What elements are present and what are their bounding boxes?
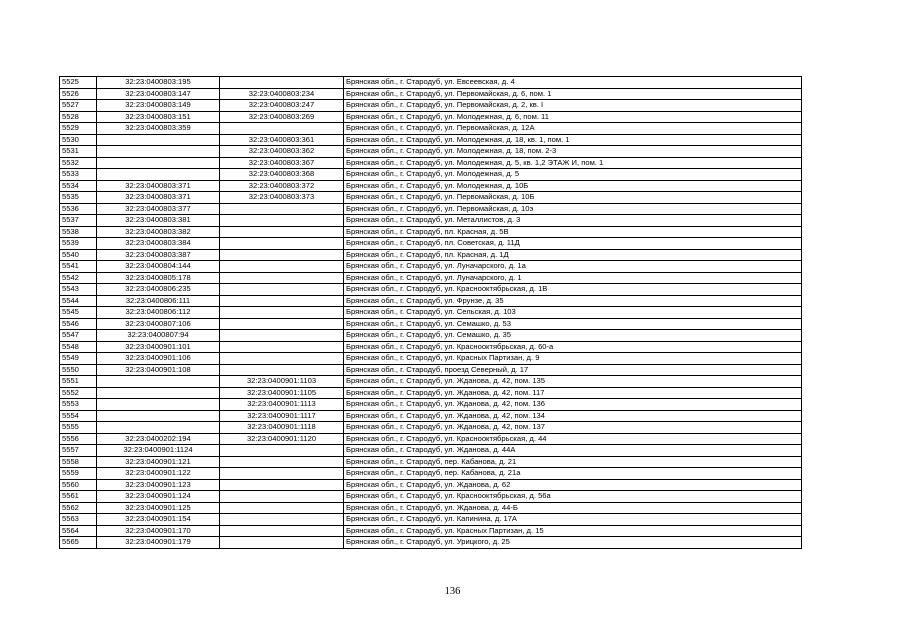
cadastral-number-cell: 32:23:0400901:124 — [97, 491, 220, 503]
row-number-cell: 5558 — [60, 456, 97, 468]
cadastral-number-cell — [97, 157, 220, 169]
row-number-cell: 5545 — [60, 307, 97, 319]
address-cell: Брянская обл., г. Стародуб, ул. Капинина, д. 17А — [344, 514, 802, 526]
address-cell: Брянская обл., г. Стародуб, пл. Советская, д. 11Д — [344, 238, 802, 250]
table-row — [60, 146, 802, 158]
parent-cadastral-number-cell: 32:23:0400901:1113 — [220, 399, 344, 411]
row-number-cell: 5542 — [60, 272, 97, 284]
row-number-cell: 5531 — [60, 146, 97, 158]
row-number-cell: 5535 — [60, 192, 97, 204]
row-number-cell: 5563 — [60, 514, 97, 526]
parent-cadastral-number-cell — [220, 502, 344, 514]
table-row — [60, 445, 802, 457]
table-row — [60, 525, 802, 537]
table-row — [60, 433, 802, 445]
row-number-cell: 5537 — [60, 215, 97, 227]
parent-cadastral-number-cell — [220, 330, 344, 342]
table-row — [60, 399, 802, 411]
table-row — [60, 180, 802, 192]
cadastral-number-cell — [97, 376, 220, 388]
address-cell: Брянская обл., г. Стародуб, ул. Первомайская, д. 10э — [344, 203, 802, 215]
address-cell: Брянская обл., г. Стародуб, ул. Молодежная, д. 18, пом. 2-3 — [344, 146, 802, 158]
parent-cadastral-number-cell — [220, 295, 344, 307]
cadastral-number-cell: 32:23:0400803:371 — [97, 192, 220, 204]
table-row — [60, 123, 802, 135]
address-cell: Брянская обл., г. Стародуб, ул. Молодежная, д. 5 — [344, 169, 802, 181]
address-cell: Брянская обл., г. Стародуб, ул. Молодежная, д. 5, кв. 1,2 ЭТАЖ И, пом. 1 — [344, 157, 802, 169]
table-row — [60, 203, 802, 215]
row-number-cell: 5561 — [60, 491, 97, 503]
parent-cadastral-number-cell: 32:23:0400803:269 — [220, 111, 344, 123]
parent-cadastral-number-cell: 32:23:0400803:362 — [220, 146, 344, 158]
row-number-cell: 5546 — [60, 318, 97, 330]
address-cell: Брянская обл., г. Стародуб, пер. Кабанова, д. 21а — [344, 468, 802, 480]
address-cell: Брянская обл., г. Стародуб, ул. Молодежная, д. 18, кв. 1, пом. 1 — [344, 134, 802, 146]
row-number-cell: 5529 — [60, 123, 97, 135]
cadastral-number-cell: 32:23:0400901:123 — [97, 479, 220, 491]
table-row — [60, 88, 802, 100]
parent-cadastral-number-cell — [220, 272, 344, 284]
table-row — [60, 364, 802, 376]
table-row — [60, 77, 802, 89]
cadastral-number-cell: 32:23:0400202:194 — [97, 433, 220, 445]
cadastral-number-cell: 32:23:0400803:382 — [97, 226, 220, 238]
parent-cadastral-number-cell — [220, 479, 344, 491]
cadastral-number-cell — [97, 410, 220, 422]
address-cell: Брянская обл., г. Стародуб, проезд Северный, д. 17 — [344, 364, 802, 376]
table-row — [60, 134, 802, 146]
parent-cadastral-number-cell — [220, 514, 344, 526]
parent-cadastral-number-cell — [220, 307, 344, 319]
row-number-cell: 5554 — [60, 410, 97, 422]
row-number-cell: 5533 — [60, 169, 97, 181]
parent-cadastral-number-cell: 32:23:0400901:1117 — [220, 410, 344, 422]
address-cell: Брянская обл., г. Стародуб, ул. Жданова, д. 42, пом. 137 — [344, 422, 802, 434]
address-cell: Брянская обл., г. Стародуб, ул. Первомайская, д. 6, пом. 1 — [344, 88, 802, 100]
cadastral-number-cell: 32:23:0400901:125 — [97, 502, 220, 514]
cadastral-number-cell: 32:23:0400806:112 — [97, 307, 220, 319]
table-row — [60, 502, 802, 514]
parent-cadastral-number-cell: 32:23:0400901:1105 — [220, 387, 344, 399]
parent-cadastral-number-cell — [220, 123, 344, 135]
cadastral-number-cell — [97, 146, 220, 158]
address-cell: Брянская обл., г. Стародуб, пл. Красная, д. 5В — [344, 226, 802, 238]
row-number-cell: 5536 — [60, 203, 97, 215]
parent-cadastral-number-cell: 32:23:0400803:247 — [220, 100, 344, 112]
address-cell: Брянская обл., г. Стародуб, пер. Кабанова, д. 21 — [344, 456, 802, 468]
address-cell: Брянская обл., г. Стародуб, ул. Урицкого, д. 25 — [344, 537, 802, 549]
address-cell: Брянская обл., г. Стародуб, ул. Жданова, д. 42, пом. 136 — [344, 399, 802, 411]
cadastral-number-cell: 32:23:0400901:108 — [97, 364, 220, 376]
table-row — [60, 341, 802, 353]
parent-cadastral-number-cell — [220, 249, 344, 261]
table-row — [60, 491, 802, 503]
table-row — [60, 295, 802, 307]
parent-cadastral-number-cell — [220, 341, 344, 353]
row-number-cell: 5544 — [60, 295, 97, 307]
row-number-cell: 5555 — [60, 422, 97, 434]
parent-cadastral-number-cell — [220, 238, 344, 250]
address-cell: Брянская обл., г. Стародуб, ул. Жданова, д. 44-Б — [344, 502, 802, 514]
table-row — [60, 272, 802, 284]
table-row — [60, 387, 802, 399]
address-cell: Брянская обл., г. Стародуб, ул. Молодежная, д. 6, пом. 11 — [344, 111, 802, 123]
parent-cadastral-number-cell — [220, 445, 344, 457]
cadastral-number-cell — [97, 134, 220, 146]
parent-cadastral-number-cell — [220, 77, 344, 89]
parent-cadastral-number-cell: 32:23:0400803:234 — [220, 88, 344, 100]
table-row — [60, 307, 802, 319]
cadastral-number-cell: 32:23:0400901:122 — [97, 468, 220, 480]
table-row — [60, 468, 802, 480]
cadastral-number-cell: 32:23:0400807:106 — [97, 318, 220, 330]
row-number-cell: 5565 — [60, 537, 97, 549]
address-cell: Брянская обл., г. Стародуб, ул. Первомайская, д. 10Б — [344, 192, 802, 204]
address-cell: Брянская обл., г. Стародуб, ул. Жданова, д. 62 — [344, 479, 802, 491]
cadastral-number-cell: 32:23:0400805:178 — [97, 272, 220, 284]
cadastral-number-cell: 32:23:0400803:371 — [97, 180, 220, 192]
cadastral-number-cell: 32:23:0400806:235 — [97, 284, 220, 296]
parent-cadastral-number-cell: 32:23:0400803:373 — [220, 192, 344, 204]
row-number-cell: 5527 — [60, 100, 97, 112]
cadastral-number-cell — [97, 399, 220, 411]
table-row — [60, 514, 802, 526]
address-cell: Брянская обл., г. Стародуб, ул. Первомайская, д. 2, кв. I — [344, 100, 802, 112]
address-cell: Брянская обл., г. Стародуб, ул. Семашко, д. 35 — [344, 330, 802, 342]
row-number-cell: 5556 — [60, 433, 97, 445]
table-row — [60, 261, 802, 273]
parent-cadastral-number-cell: 32:23:0400901:1118 — [220, 422, 344, 434]
parent-cadastral-number-cell — [220, 261, 344, 273]
table-row — [60, 456, 802, 468]
cadastral-number-cell: 32:23:0400807:94 — [97, 330, 220, 342]
row-number-cell: 5539 — [60, 238, 97, 250]
table-row — [60, 100, 802, 112]
parent-cadastral-number-cell — [220, 215, 344, 227]
cadastral-number-cell: 32:23:0400901:101 — [97, 341, 220, 353]
row-number-cell: 5541 — [60, 261, 97, 273]
cadastral-number-cell: 32:23:0400806:111 — [97, 295, 220, 307]
table-row — [60, 249, 802, 261]
address-cell: Брянская обл., г. Стародуб, ул. Краснооктябрьская, д. 56а — [344, 491, 802, 503]
table-row — [60, 238, 802, 250]
row-number-cell: 5557 — [60, 445, 97, 457]
row-number-cell: 5553 — [60, 399, 97, 411]
page-number: 136 — [444, 586, 461, 597]
cadastral-number-cell: 32:23:0400901:121 — [97, 456, 220, 468]
table-row — [60, 353, 802, 365]
cadastral-number-cell: 32:23:0400804:144 — [97, 261, 220, 273]
address-cell: Брянская обл., г. Стародуб, ул. Семашко, д. 53 — [344, 318, 802, 330]
parent-cadastral-number-cell — [220, 491, 344, 503]
row-number-cell: 5552 — [60, 387, 97, 399]
row-number-cell: 5548 — [60, 341, 97, 353]
parent-cadastral-number-cell — [220, 318, 344, 330]
row-number-cell: 5549 — [60, 353, 97, 365]
address-cell: Брянская обл., г. Стародуб, ул. Евсеевская, д. 4 — [344, 77, 802, 89]
cadastral-number-cell: 32:23:0400803:147 — [97, 88, 220, 100]
address-cell: Брянская обл., г. Стародуб, ул. Жданова, д. 42, пом. 117 — [344, 387, 802, 399]
row-number-cell: 5532 — [60, 157, 97, 169]
parent-cadastral-number-cell — [220, 364, 344, 376]
cadastral-number-cell: 32:23:0400901:170 — [97, 525, 220, 537]
row-number-cell: 5564 — [60, 525, 97, 537]
address-cell: Брянская обл., г. Стародуб, ул. Жданова, д. 44А — [344, 445, 802, 457]
address-cell: Брянская обл., г. Стародуб, ул. Жданова, д. 42, пом. 134 — [344, 410, 802, 422]
row-number-cell: 5543 — [60, 284, 97, 296]
table-row — [60, 169, 802, 181]
parent-cadastral-number-cell — [220, 456, 344, 468]
address-cell: Брянская обл., г. Стародуб, ул. Красных Партизан, д. 9 — [344, 353, 802, 365]
cadastral-number-cell — [97, 387, 220, 399]
parent-cadastral-number-cell: 32:23:0400901:1120 — [220, 433, 344, 445]
cadastral-number-cell — [97, 422, 220, 434]
cadastral-number-cell: 32:23:0400901:154 — [97, 514, 220, 526]
row-number-cell: 5547 — [60, 330, 97, 342]
table-row — [60, 330, 802, 342]
table-row — [60, 192, 802, 204]
cadastral-number-cell: 32:23:0400803:151 — [97, 111, 220, 123]
address-cell: Брянская обл., г. Стародуб, ул. Сельская, д. 103 — [344, 307, 802, 319]
address-cell: Брянская обл., г. Стародуб, ул. Первомайская, д. 12А — [344, 123, 802, 135]
address-cell: Брянская обл., г. Стародуб, ул. Луначарского, д. 1 — [344, 272, 802, 284]
parent-cadastral-number-cell — [220, 226, 344, 238]
address-cell: Брянская обл., г. Стародуб, ул. Фрунзе, д. 35 — [344, 295, 802, 307]
parent-cadastral-number-cell — [220, 537, 344, 549]
cadastral-number-cell: 32:23:0400803:387 — [97, 249, 220, 261]
table-row — [60, 111, 802, 123]
row-number-cell: 5534 — [60, 180, 97, 192]
row-number-cell: 5551 — [60, 376, 97, 388]
table-body — [60, 77, 802, 549]
address-cell: Брянская обл., г. Стародуб, ул. Краснооктябрьская, д. 44 — [344, 433, 802, 445]
table-row — [60, 422, 802, 434]
row-number-cell: 5530 — [60, 134, 97, 146]
row-number-cell: 5528 — [60, 111, 97, 123]
address-cell: Брянская обл., г. Стародуб, ул. Жданова, д. 42, пом. 135 — [344, 376, 802, 388]
cadastral-number-cell: 32:23:0400803:195 — [97, 77, 220, 89]
table-row — [60, 215, 802, 227]
row-number-cell: 5562 — [60, 502, 97, 514]
table-row — [60, 226, 802, 238]
address-cell: Брянская обл., г. Стародуб, ул. Красных Партизан, д. 15 — [344, 525, 802, 537]
parent-cadastral-number-cell: 32:23:0400803:368 — [220, 169, 344, 181]
cadastral-number-cell: 32:23:0400901:106 — [97, 353, 220, 365]
parent-cadastral-number-cell — [220, 525, 344, 537]
cadastral-number-cell: 32:23:0400803:149 — [97, 100, 220, 112]
row-number-cell: 5538 — [60, 226, 97, 238]
row-number-cell: 5559 — [60, 468, 97, 480]
table-row — [60, 376, 802, 388]
row-number-cell: 5540 — [60, 249, 97, 261]
row-number-cell: 5525 — [60, 77, 97, 89]
table-row — [60, 479, 802, 491]
cadastral-number-cell: 32:23:0400803:377 — [97, 203, 220, 215]
address-cell: Брянская обл., г. Стародуб, ул. Луначарского, д. 1а — [344, 261, 802, 273]
parent-cadastral-number-cell — [220, 203, 344, 215]
cadastral-number-cell — [97, 169, 220, 181]
row-number-cell: 5526 — [60, 88, 97, 100]
table-row — [60, 157, 802, 169]
cadastral-number-cell: 32:23:0400803:381 — [97, 215, 220, 227]
cadastral-number-cell: 32:23:0400901:179 — [97, 537, 220, 549]
table-row — [60, 284, 802, 296]
table-row — [60, 410, 802, 422]
parent-cadastral-number-cell — [220, 284, 344, 296]
table-row — [60, 537, 802, 549]
parent-cadastral-number-cell: 32:23:0400803:361 — [220, 134, 344, 146]
cadastral-number-cell: 32:23:0400803:359 — [97, 123, 220, 135]
parent-cadastral-number-cell — [220, 468, 344, 480]
property-registry-table — [59, 76, 802, 549]
address-cell: Брянская обл., г. Стародуб, ул. Металлистов, д. 3 — [344, 215, 802, 227]
cadastral-number-cell: 32:23:0400901:1124 — [97, 445, 220, 457]
address-cell: Брянская обл., г. Стародуб, ул. Молодежная, д. 10Б — [344, 180, 802, 192]
cadastral-number-cell: 32:23:0400803:384 — [97, 238, 220, 250]
address-cell: Брянская обл., г. Стародуб, ул. Краснооктябрьская, д. 60-а — [344, 341, 802, 353]
parent-cadastral-number-cell — [220, 353, 344, 365]
parent-cadastral-number-cell: 32:23:0400803:372 — [220, 180, 344, 192]
address-cell: Брянская обл., г. Стародуб, пл. Красная, д. 1Д — [344, 249, 802, 261]
parent-cadastral-number-cell: 32:23:0400803:367 — [220, 157, 344, 169]
address-cell: Брянская обл., г. Стародуб, ул. Краснооктябрьская, д. 1В — [344, 284, 802, 296]
row-number-cell: 5550 — [60, 364, 97, 376]
parent-cadastral-number-cell: 32:23:0400901:1103 — [220, 376, 344, 388]
row-number-cell: 5560 — [60, 479, 97, 491]
table-row — [60, 318, 802, 330]
